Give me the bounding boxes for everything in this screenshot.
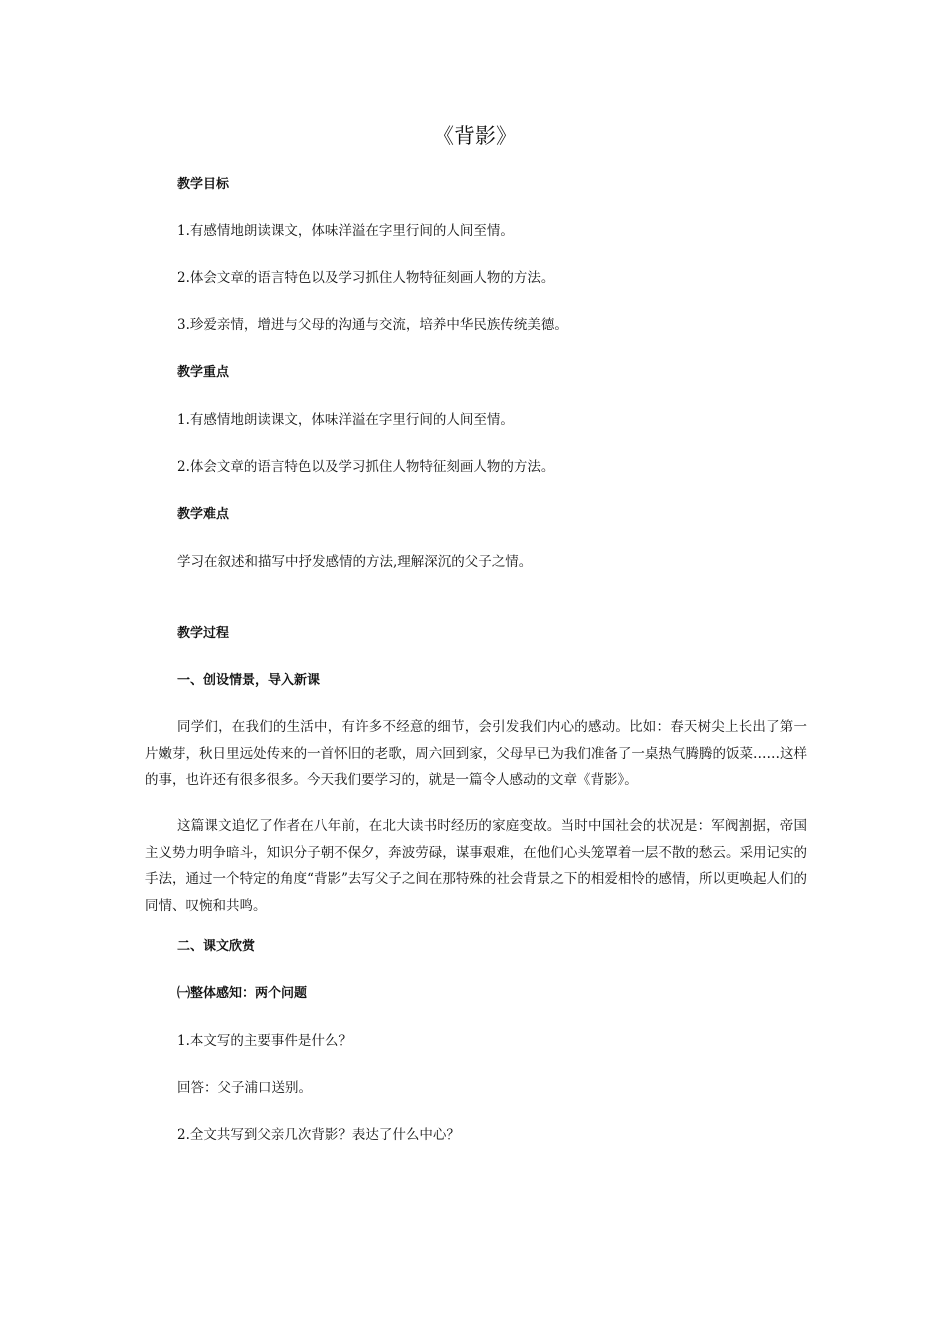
section1-heading: 一、创设情景，导入新课	[177, 673, 321, 688]
key-point-item-2: 2.体会文章的语言特色以及学习抓住人物特征刻画人物的方法。	[177, 459, 555, 475]
goal-item-3: 3.珍爱亲情，增进与父母的沟通与交流，培养中华民族传统美德。	[177, 317, 568, 333]
difficulties-text: 学习在叙述和描写中抒发感情的方法,理解深沉的父子之情。	[177, 554, 533, 570]
question-1: 1.本文写的主要事件是什么？	[177, 1033, 352, 1049]
answer-1: 回答：父子浦口送别。	[177, 1080, 312, 1096]
difficulties-heading: 教学难点	[177, 507, 230, 522]
key-points-heading: 教学重点	[177, 365, 230, 380]
question-2: 2.全文共写到父亲几次背影？表达了什么中心？	[177, 1127, 460, 1143]
process-heading: 教学过程	[177, 626, 230, 641]
goal-item-1: 1.有感情地朗读课文，体味洋溢在字里行间的人间至情。	[177, 223, 514, 239]
goals-heading: 教学目标	[177, 177, 230, 192]
section2-heading: 二、课文欣赏	[177, 939, 256, 954]
goal-item-2: 2.体会文章的语言特色以及学习抓住人物特征刻画人物的方法。	[177, 270, 555, 286]
section2-subheading: ㈠整体感知：两个问题	[177, 986, 308, 1001]
section1-paragraph-1: 同学们，在我们的生活中，有许多不经意的细节，会引发我们内心的感动。比如：春天树尖上长出了第一片嫩芽，秋日里远处传来的一首怀旧的老歌，周六回到家，父母早已为我们准备了一桌热气腾腾的饭菜……这样的事，也许还有很多很多。今天我们要学习的，就是一篇令人感动的文章《背影》。	[145, 719, 807, 788]
key-point-item-1: 1.有感情地朗读课文，体味洋溢在字里行间的人间至情。	[177, 412, 514, 428]
document-title: 《背影》	[433, 124, 517, 148]
section1-paragraph-2: 这篇课文追忆了作者在八年前，在北大读书时经历的家庭变故。当时中国社会的状况是：军阀割据，帝国主义势力明争暗斗，知识分子朝不保夕，奔波劳碌，谋事艰难，在他们心头笼罩着一层不散的愁云。采用记实的手法，通过一个特定的角度“背影”去写父子之间在那特殊的社会背景之下的相爱相怜的感情，所以更唤起人们的同情、叹惋和共鸣。	[145, 818, 807, 914]
